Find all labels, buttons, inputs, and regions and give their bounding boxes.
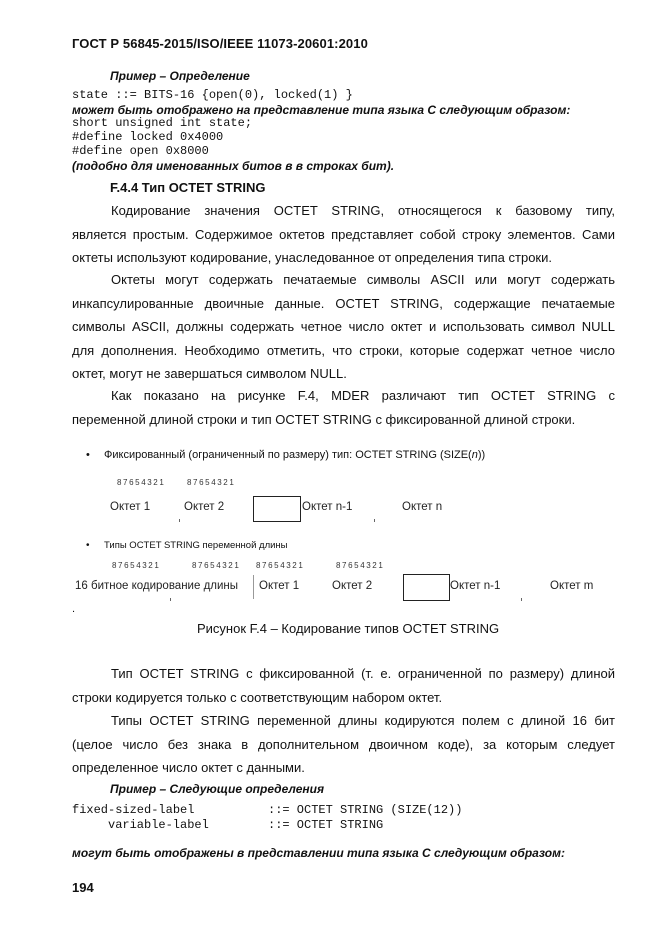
octet-cell: Октет n-1 (302, 501, 353, 513)
code-line: #define locked 0x4000 (72, 130, 224, 144)
bit-numbers: 87654321 (112, 561, 161, 570)
octet-cell: Октет 2 (332, 580, 373, 592)
example-label: Пример – Определение (110, 69, 250, 83)
paragraph-line: является простым. Содержимое октетов представляет собой строку элементов. Сами (72, 226, 615, 242)
example-note: могут быть отображены в представлении типа языка С следующим образом: (72, 846, 565, 860)
section-heading: F.4.4 Тип OCTET STRING (110, 180, 266, 195)
octet-cell: Октет 2 (184, 501, 225, 513)
fixed-type-label (104, 449, 485, 461)
paragraph-line: строки кодируется только с соответствующим набором октет. (72, 689, 443, 705)
bit-numbers: 87654321 (336, 561, 385, 570)
code-line: fixed-sized-label (72, 803, 195, 817)
octet-cell: Октет m (550, 580, 594, 592)
octet-cell: Октет 1 (110, 501, 151, 513)
paragraph-line: (целое число без знака в дополнительном двоичном коде), за которым следует (72, 736, 615, 752)
paragraph-line: Типы OCTET STRING переменной длины кодируются полем с длиной 16 бит (111, 713, 615, 728)
variable-type-label: Типы OCTET STRING переменной длины (104, 540, 288, 551)
paragraph-line: октеты используют кодирование, унаследованное от определения типа строки. (72, 250, 552, 265)
row-tick (170, 598, 171, 601)
bullet-icon: • (86, 540, 90, 551)
bit-numbers: 87654321 (256, 561, 305, 570)
paragraph-line: октет, могут не завершаться символом NULL. (72, 366, 347, 381)
bullet-icon: • (86, 449, 90, 461)
paragraph-line: Кодирование значения OCTET STRING, относящегося к базовому типу, (111, 203, 615, 218)
octet-cell: Октет n-1 (450, 580, 501, 592)
paragraph-line: Тип OCTET STRING с фиксированной (т. е. ограниченной по размеру) длиной (111, 666, 615, 681)
example-label: Пример – Следующие определения (110, 782, 325, 796)
row-tick (374, 519, 375, 522)
paragraph (72, 384, 615, 431)
bit-numbers: 87654321 (192, 561, 241, 570)
paragraph-line: Октеты могут содержать печатаемые символы ASCII или могут содержать (111, 272, 615, 287)
fixed-type-label-text: Фиксированный (ограниченный по размеру) тип: OCTET STRING (SIZE( (104, 449, 472, 461)
bit-numbers: 87654321 (187, 478, 236, 487)
row-tick (521, 598, 522, 601)
code-line: #define open 0x8000 (72, 144, 209, 158)
paragraph (72, 662, 615, 709)
paragraph-line: Как показано на рисунке F.4, MDER различают тип OCTET STRING с (111, 388, 615, 403)
fixed-type-label-n: n (471, 449, 478, 461)
paragraph (72, 709, 615, 780)
octet-cell: Октет n (402, 501, 443, 513)
page-number: 194 (72, 880, 94, 895)
paragraph-line: инкапсулированные двоичные данные. OCTET STRING, содержащие печатаемые (72, 295, 615, 311)
paragraph-line: символы ASCII, должны содержать четное число октет и использовать символ NULL (72, 319, 615, 334)
code-line: ::= OCTET STRING (SIZE(12)) (268, 803, 463, 817)
paragraph (72, 199, 615, 270)
fixed-type-label-close: )) (477, 449, 486, 461)
octet-box (253, 496, 301, 522)
example-note: может быть отображено на представление типа языка С следующим образом: (72, 103, 571, 117)
code-line: ::= OCTET STRING (268, 818, 384, 832)
figure-caption: Рисунок F.4 – Кодирование типов OCTET STRING (197, 621, 500, 636)
code-line: state ::= BITS-16 {open(0), locked(1) } (72, 88, 353, 102)
bit-numbers: 87654321 (117, 478, 166, 487)
paragraph-line: для дополнения. Необходимо отметить, что строки, которые содержат четное число (72, 342, 615, 358)
document-header: ГОСТ Р 56845-2015/ISO/IEEE 11073-20601:2010 (72, 36, 368, 51)
example-note: (подобно для именованных битов в в строках бит). (72, 159, 395, 173)
paragraph (72, 268, 615, 386)
code-line: short unsigned int state; (72, 116, 253, 130)
cell-divider (253, 575, 254, 599)
octet-cell: Октет 1 (259, 580, 300, 592)
code-line: variable-label (108, 818, 209, 832)
paragraph-line: переменной длиной строки и тип OCTET STRING с фиксированной длиной строки. (72, 411, 576, 427)
row-tick (179, 519, 180, 522)
paragraph-line: определенное число октет с данными. (72, 760, 305, 775)
length-field: 16 битное кодирование длины (75, 580, 239, 592)
figure-dot: . (72, 603, 76, 615)
octet-box (403, 574, 450, 601)
